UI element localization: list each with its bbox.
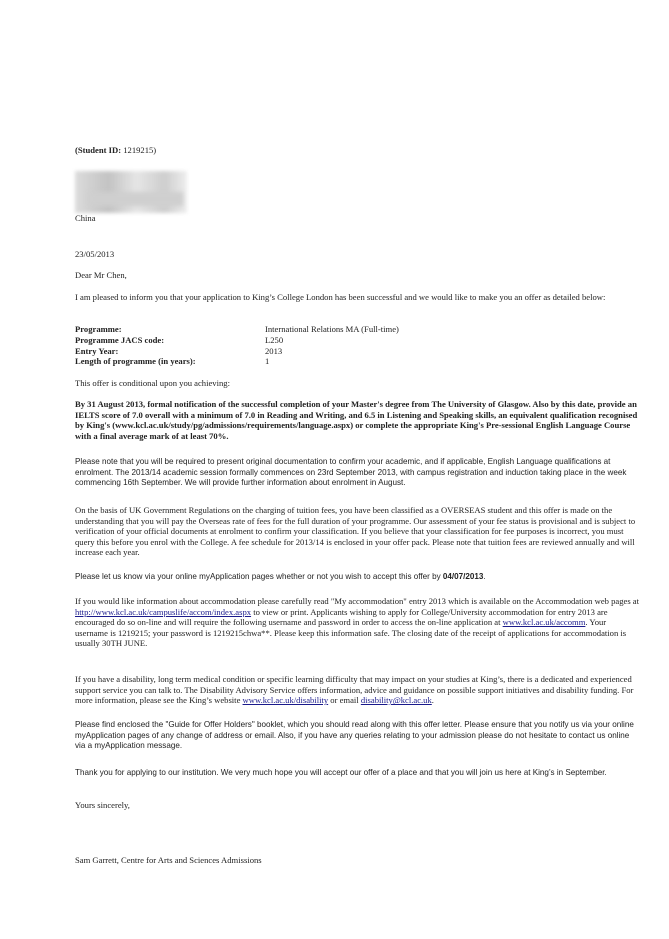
- accommodation-link[interactable]: http://www.kcl.ac.uk/campuslife/accom/index.aspx: [75, 606, 252, 617]
- fees-paragraph: On the basis of UK Government Regulations on the charging of tuition fees, you have been classified as a OVERSEAS student and this offer is made on the understanding that you will pay the Overseas rate of fees for the full duration of your programme. Our assessment of your fee status is provisional and is subject to verification of your official documents at enrolment to confirm your classification. If you believe that your classification for fee purposes is incorrect, you must query this before you enrol with the College. A fee schedule for 2013/14 is enclosed in your offer pack. Please note that tuition fees are reviewed annually and will increase each year.: [75, 505, 636, 558]
- entry-year-value: 2013: [265, 345, 283, 356]
- length-row: [75, 356, 399, 367]
- guide-paragraph: Please find enclosed the "Guide for Offer Holders" booklet, which you should read along with this offer letter. Please ensure that you notify us via your online myApplication pages of any change of address or email. Also, if you have any queries relating to your admission please do not hesitate to contact us online via a myApplication message.: [75, 720, 634, 750]
- disability-link[interactable]: www.kcl.ac.uk/disability: [242, 695, 329, 706]
- accept-paragraph: [75, 572, 640, 583]
- disability-text-1: If you have a disability, long term medical condition or specific learning difficulty that may impact on your studies at King’s, there is a dedicated and experienced support service you can talk to. The Disability Advisory Service offers information, advice and guidance on possible support initiatives and disability funding. For more information, please see the King’s website: [75, 674, 634, 706]
- documentation-paragraph: Please note that you will be required to present original documentation to confirm your academic, and if applicable, English Language qualifications at enrolment. The 2013/14 academic session formally commences on 23rd September 2013, with campus registration and induction taking place in the week commencing 16th September. We will provide further information about enrolment in August.: [75, 457, 627, 487]
- redacted-address-line: [88, 192, 183, 206]
- entry-year-label: Entry Year:: [75, 345, 119, 356]
- disability-paragraph: [75, 674, 640, 706]
- letter-date: 23/05/2013: [75, 249, 115, 259]
- accommodation-text-1: If you would like information about accommodation please carefully read "My accommodation" entry 2013 which is available on the Accommodation web pages at: [75, 596, 640, 606]
- disability-text-2: or email: [328, 695, 361, 706]
- condition-intro: This offer is conditional upon you achieving:: [75, 378, 230, 388]
- accommodation-text-2: to view or print. Applicants wishing to apply for College/University accommodation for entry 2013 are encouraged do so on-line and will require the following username and password in order to access the on-line application at: [75, 606, 608, 628]
- closing: Yours sincerely,: [75, 800, 130, 810]
- disability-text-3: .: [431, 695, 434, 706]
- disability-email-link[interactable]: disability@kcl.ac.uk: [360, 695, 432, 706]
- student-id-label: (Student ID:: [75, 145, 122, 155]
- length-value: 1: [265, 356, 270, 367]
- thanks-paragraph: Thank you for applying to our institution. We very much hope you will accept our offer of a place and that you will join us here at King’s in September.: [75, 768, 607, 777]
- accept-end: .: [483, 572, 486, 581]
- entry-year-row: [75, 346, 399, 357]
- programme-label: Programme:: [75, 324, 122, 334]
- student-id: [75, 145, 640, 156]
- student-id-value: 1219215): [121, 145, 157, 155]
- accommodation-text-3: . Your username is 1219215; your password is 1219215chwa**. Please keep this information safe. The closing date of the receipt of applications for accommodation is usually 30TH JUNE.: [75, 617, 627, 649]
- jacs-label: Programme JACS code:: [75, 334, 165, 345]
- accommodation-apply-link[interactable]: www.kcl.ac.uk/accomm: [502, 617, 586, 628]
- jacs-row: [75, 335, 399, 346]
- accept-text: Please let us know via your online myApplication pages whether or not you wish to accept this offer by: [75, 572, 443, 581]
- jacs-value: L250: [265, 334, 284, 345]
- signature: Sam Garrett, Centre for Arts and Sciences Admissions: [75, 855, 262, 865]
- intro-paragraph: I am pleased to inform you that your application to King’s College London has been successful and we would like to make you an offer as detailed below:: [75, 292, 606, 302]
- length-label: Length of programme (in years):: [75, 356, 196, 367]
- salutation: Dear Mr Chen,: [75, 270, 127, 280]
- accept-deadline: 04/07/2013: [442, 572, 484, 581]
- programme-row: [75, 324, 399, 335]
- address-country: China: [75, 213, 96, 223]
- programme-details-table: [75, 324, 399, 367]
- accommodation-paragraph: [75, 596, 640, 649]
- offer-condition: By 31 August 2013, formal notification of the successful completion of your Master's degree from The University of Glasgow. Also by this date, provide an IELTS score of 7.0 overall with a minimum of 7.0 in Reading and Writing, and 6.5 in Listening and Speaking skills, an equivalent qualification recognised by King's (www.kcl.ac.uk/study/pg/admissions/requirements/language.aspx) or complete the appropriate King's Pre-sessional English Language Course with a final average mark of at least 70%.: [75, 399, 638, 441]
- programme-value: International Relations MA (Full-time): [265, 324, 399, 334]
